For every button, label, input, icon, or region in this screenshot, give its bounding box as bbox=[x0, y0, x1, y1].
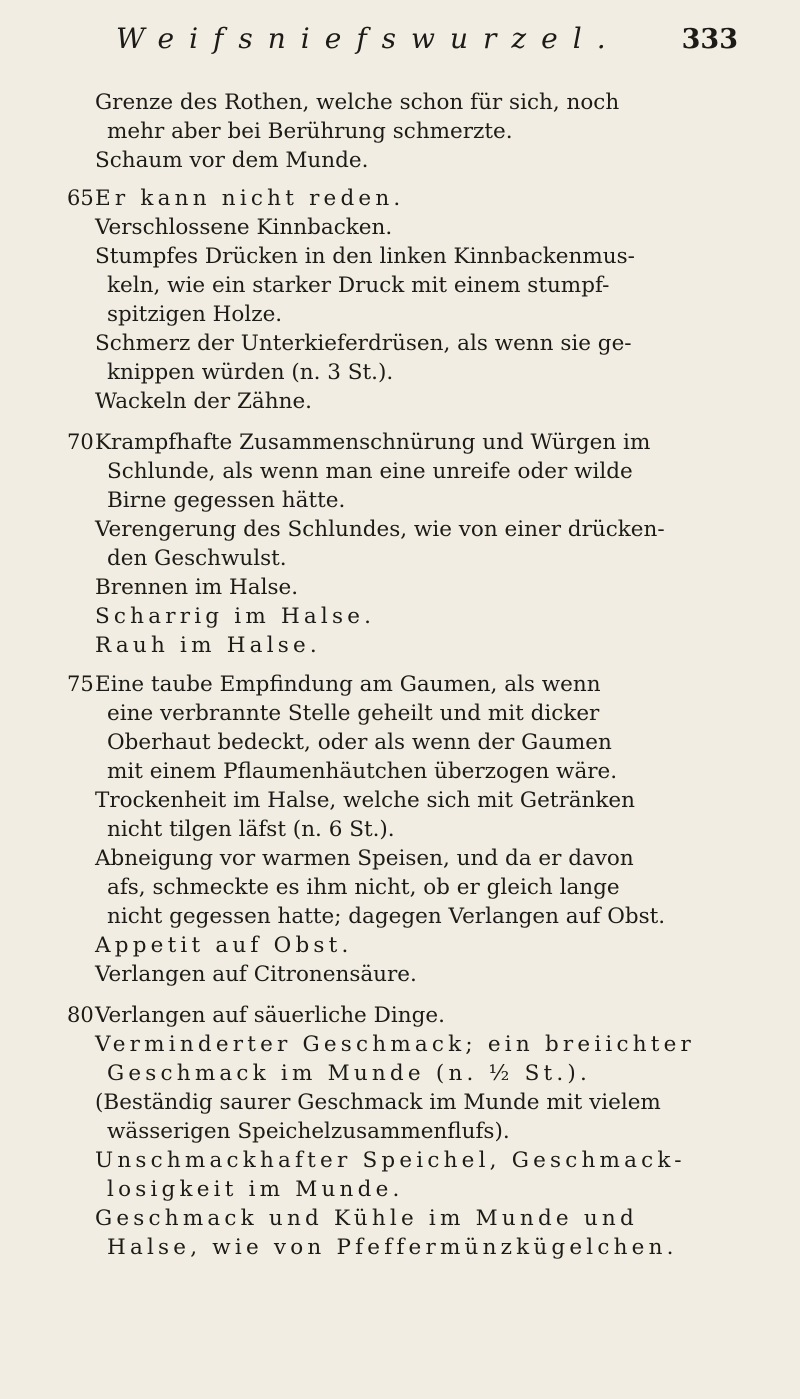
line-text: Krampfhafte Zusammenschnürung und Würgen im bbox=[95, 430, 651, 455]
line-text: wässerigen Speichelzusammenflufs). bbox=[107, 1119, 510, 1144]
line-number: 70 bbox=[67, 430, 94, 454]
line-text: Appetit auf Obst. bbox=[95, 933, 353, 958]
line-text: Brennen im Halse. bbox=[95, 575, 299, 600]
line-text: Verengerung des Schlundes, wie von einer drücken- bbox=[95, 517, 665, 542]
line-text: Geschmack im Munde (n. ½ St.). bbox=[107, 1061, 592, 1086]
line-text: Er kann nicht reden. bbox=[95, 186, 405, 211]
line-number: 75 bbox=[67, 672, 94, 696]
line-text: Verlangen auf säuerliche Dinge. bbox=[95, 1003, 445, 1028]
line-text: Schaum vor dem Munde. bbox=[95, 148, 369, 173]
line-text: Eine taube Empfindung am Gaumen, als wenn bbox=[95, 672, 601, 697]
line-text: Trockenheit im Halse, welche sich mit Getränken bbox=[95, 788, 635, 813]
line-text: mit einem Pflaumenhäutchen überzogen wäre. bbox=[107, 759, 618, 784]
line-text: Scharrig im Halse. bbox=[95, 604, 376, 629]
line-text: spitzigen Holze. bbox=[107, 302, 283, 327]
line-text: losigkeit im Munde. bbox=[107, 1177, 404, 1202]
line-text: Schlunde, als wenn man eine unreife oder wilde bbox=[107, 459, 633, 484]
line-text: Stumpfes Drücken in den linken Kinnbackenmus- bbox=[95, 244, 635, 269]
line-text: Unschmackhafter Speichel, Geschmack- bbox=[95, 1148, 686, 1173]
line-text: Oberhaut bedeckt, oder als wenn der Gaumen bbox=[107, 730, 612, 755]
line-text: Grenze des Rothen, welche schon für sich, noch bbox=[95, 90, 620, 115]
line-text: Rauh im Halse. bbox=[95, 633, 321, 658]
line-text: Verminderter Geschmack; ein breiichter bbox=[95, 1032, 696, 1057]
line-text: Abneigung vor warmen Speisen, und da er davon bbox=[95, 846, 634, 871]
running-title: Weifsniefswurzel. bbox=[116, 22, 621, 55]
page-number: 333 bbox=[681, 24, 738, 55]
line-text: Schmerz der Unterkieferdrüsen, als wenn sie ge- bbox=[95, 331, 632, 356]
line-text: den Geschwulst. bbox=[107, 546, 287, 571]
line-text: knippen würden (n. 3 St.). bbox=[107, 360, 394, 385]
line-text: Wackeln der Zähne. bbox=[95, 389, 313, 414]
line-number: 80 bbox=[67, 1003, 94, 1027]
line-text: Verschlossene Kinnbacken. bbox=[95, 215, 393, 240]
line-number: 65 bbox=[67, 186, 94, 210]
line-text: Halse, wie von Pfeffermünzkügelchen. bbox=[107, 1235, 678, 1260]
line-text: eine verbrannte Stelle geheilt und mit dicker bbox=[107, 701, 600, 726]
line-text: nicht tilgen läfst (n. 6 St.). bbox=[107, 817, 395, 842]
line-text: nicht gegessen hatte; dagegen Verlangen auf Obst. bbox=[107, 904, 666, 929]
line-text: (Beständig saurer Geschmack im Munde mit vielem bbox=[95, 1090, 661, 1115]
line-text: mehr aber bei Berührung schmerzte. bbox=[107, 119, 513, 144]
running-head bbox=[116, 20, 738, 64]
line-text: Geschmack und Kühle im Munde und bbox=[95, 1206, 638, 1231]
line-text: Verlangen auf Citronensäure. bbox=[95, 962, 417, 987]
line-text: Birne gegessen hätte. bbox=[107, 488, 346, 513]
line-text: keln, wie ein starker Druck mit einem stumpf- bbox=[107, 273, 610, 298]
line-text: afs, schmeckte es ihm nicht, ob er gleich lange bbox=[107, 875, 620, 900]
